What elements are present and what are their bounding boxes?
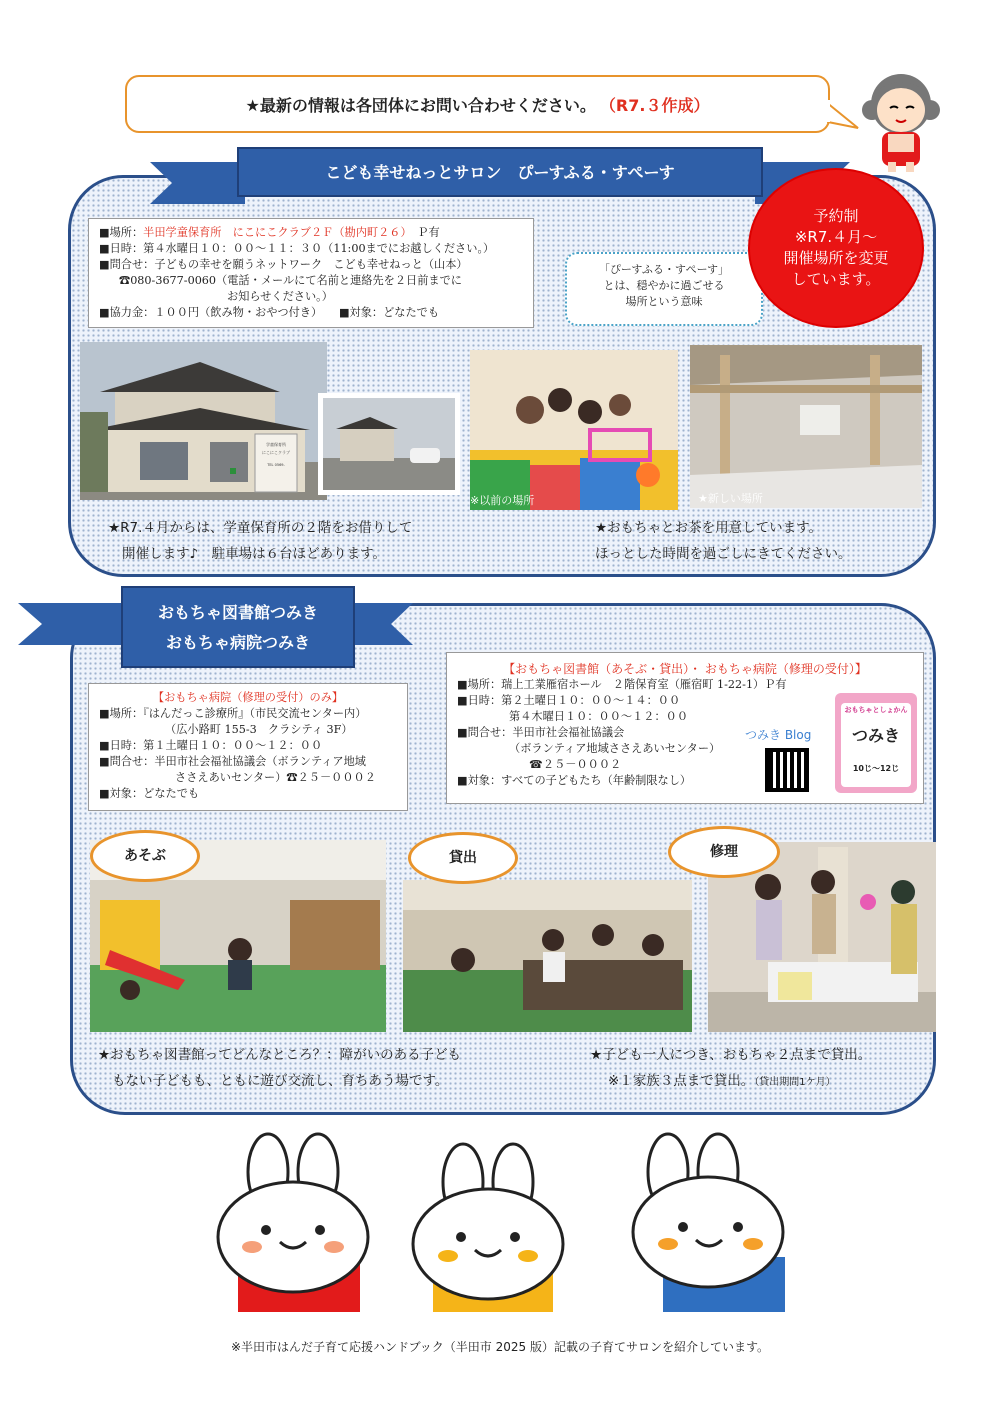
toy-hospital-address: （広小路町 155-3 クラシティ 3F） (165, 723, 353, 736)
salon-caption-left-1: ★R7.４月からは、学童保育所の２階をお借りして (108, 520, 413, 536)
salon-info-box (88, 218, 534, 328)
salon-caption-left (108, 515, 528, 567)
bunny-mascots-illustration (208, 1132, 798, 1312)
notice-bubble-tail (826, 100, 860, 130)
tsumiki-sign-top: おもちゃとしょかん (844, 706, 908, 714)
bunny-blue-icon (633, 1134, 785, 1312)
tsumiki-sign-photo (835, 693, 917, 793)
toy-library-phone: ☎２５－０００２ (529, 758, 622, 771)
salon-phone-note: お知らせください。） (227, 290, 333, 303)
salon-new-place-photo (690, 345, 922, 508)
tsumiki-caption-right-2-small: （貸出期間1ケ月） (754, 1077, 836, 1088)
toy-hospital-contact: ■問合せ：半田市社会福祉協議会（ボランティア地域 (99, 755, 366, 768)
salon-building-small-photo (318, 393, 460, 495)
notice-bubble (125, 75, 830, 133)
tsumiki-caption-right-1: ★子ども一人につき、おもちゃ２点まで貸出。 (590, 1047, 872, 1063)
salon-building-photo (80, 342, 327, 500)
salon-fee: ■協力金：１００円（飲み物・おやつ付き） (99, 306, 317, 319)
notice-text: ★最新の情報は各団体にお問い合わせください。 (245, 95, 596, 115)
toy-library-datetime-2: 第４木曜日１０：００～１２：００ (509, 710, 689, 723)
reserve-line-2: ※R7.４月～ (794, 228, 878, 246)
tsumiki-caption-left (98, 1042, 568, 1094)
reserve-line-1: 予約制 (813, 207, 859, 225)
salon-old-place-photo (470, 350, 678, 510)
notice-date: （R7.３作成） (599, 95, 710, 115)
salon-meaning-note (565, 252, 763, 326)
sign-line-2: にこにこクラブ (262, 450, 290, 455)
toy-library-title: 【おもちゃ図書館（あそぶ・貸出）・ おもちゃ病院（修理の受付）】 (503, 662, 867, 676)
old-place-label: ※以前の場所 (470, 494, 535, 507)
toy-hospital-datetime: ■日時：第１土曜日１０：００～１２：００ (99, 739, 323, 752)
toy-library-contact-2: （ボランティア地域ささえあいセンター） (509, 742, 721, 755)
salon-place-value: 半田学童保育所 にこにこクラブ２Ｆ（勘内町２６） (143, 226, 407, 239)
toy-library-place: ■場所：瑞上工業雁宿ホール ２階保育室（雁宿町 1-22-1）Ｐ有 (457, 678, 787, 691)
tsumiki-sign-main: つみき (851, 726, 900, 745)
tsumiki-caption-left-2: もない子どもも、ともに遊び交流し、育ちあう場です。 (112, 1073, 449, 1089)
lending-label: 貸出 (408, 832, 518, 884)
tsumiki-sign-time: 10じ～12じ (852, 764, 900, 773)
toy-hospital-contact-2: ささえあいセンター）☎２５－０００２ (175, 771, 376, 784)
salon-datetime: ■日時：第４水曜日１０：００～１１：３０（11:00までにお越しください。） (99, 242, 495, 255)
toy-hospital-place: ■場所：『はんだっこ診療所』（市民交流センター内） (99, 707, 367, 720)
meaning-line-3: 場所という意味 (625, 295, 703, 308)
repair-label: 修理 (668, 826, 780, 878)
lending-photo (403, 880, 692, 1032)
meaning-line-2: とは、穏やかに過ごせる (603, 279, 725, 292)
toy-library-target: ■対象：すべての子どもたち（年齢制限なし） (457, 774, 692, 787)
salon-contact: ■問合せ：子どもの幸せを願うネットワーク こども幸せねっと（山本） (99, 258, 468, 271)
tsumiki-ribbon-title (122, 598, 354, 658)
reserve-line-4: しています。 (791, 270, 881, 288)
reserve-line-3: 開催場所を変更 (783, 249, 889, 267)
tsumiki-ribbon-line-1: おもちゃ図書館つみき (157, 603, 318, 622)
new-place-label: ★新しい場所 (698, 492, 763, 505)
salon-place-label: ■場所： (99, 226, 144, 239)
play-label: あそぶ (90, 830, 200, 882)
toy-hospital-info-box (88, 683, 408, 811)
salon-caption-right-1: ★おもちゃとお茶を用意しています。 (595, 520, 823, 536)
tsumiki-caption-left-1: ★おもちゃ図書館ってどんなところ？：障がいのある子ども (98, 1047, 462, 1063)
bunny-yellow-icon (413, 1144, 563, 1312)
toy-hospital-target: ■対象：どなたでも (99, 787, 200, 800)
salon-target: ■対象：どなたでも (338, 306, 440, 319)
tsumiki-ribbon-line-2: おもちゃ病院つみき (165, 633, 310, 652)
salon-phone: ☎080-3677-0060（電話・メールにて名前と連絡先を２日前までに (119, 274, 462, 287)
bunny-red-icon (218, 1134, 368, 1312)
blog-qr-code[interactable] (765, 748, 809, 792)
tsumiki-caption-right (590, 1042, 930, 1096)
footer-note: ※半田市はんだ子育て応援ハンドブック（半田市 2025 版）記載の子育てサロンを紹介しています。 (230, 1340, 770, 1354)
tsumiki-blog-label: つみき Blog (745, 728, 812, 742)
sign-line-3: TEL 0569- (267, 463, 285, 467)
reservation-notice-circle (748, 168, 924, 328)
sign-line-1: 学童保育所 (266, 442, 286, 447)
girl-character-illustration (858, 66, 944, 174)
salon-caption-right-2: ほっとした時間を過ごしにきてください。 (595, 546, 852, 562)
meaning-line-1: 「ぴーすふる・すぺーす」 (598, 263, 730, 276)
toy-hospital-title: 【おもちゃ病院（修理の受付）のみ】 (152, 691, 344, 704)
toy-library-contact: ■問合せ：半田市社会福祉協議会 (457, 726, 625, 739)
salon-parking: Ｐ有 (417, 226, 440, 239)
salon-caption-left-2: 開催します♪ 駐車場は６台ほどあります。 (122, 546, 387, 562)
salon-caption-right (595, 515, 930, 567)
toy-library-datetime-1: ■日時：第２土曜日１０：００～１４：００ (457, 694, 681, 707)
tsumiki-caption-right-2: ※１家族３点まで貸出。 (608, 1073, 755, 1089)
salon-ribbon-title: こども幸せねっとサロン ぴーすふる・すぺーす (325, 163, 675, 182)
